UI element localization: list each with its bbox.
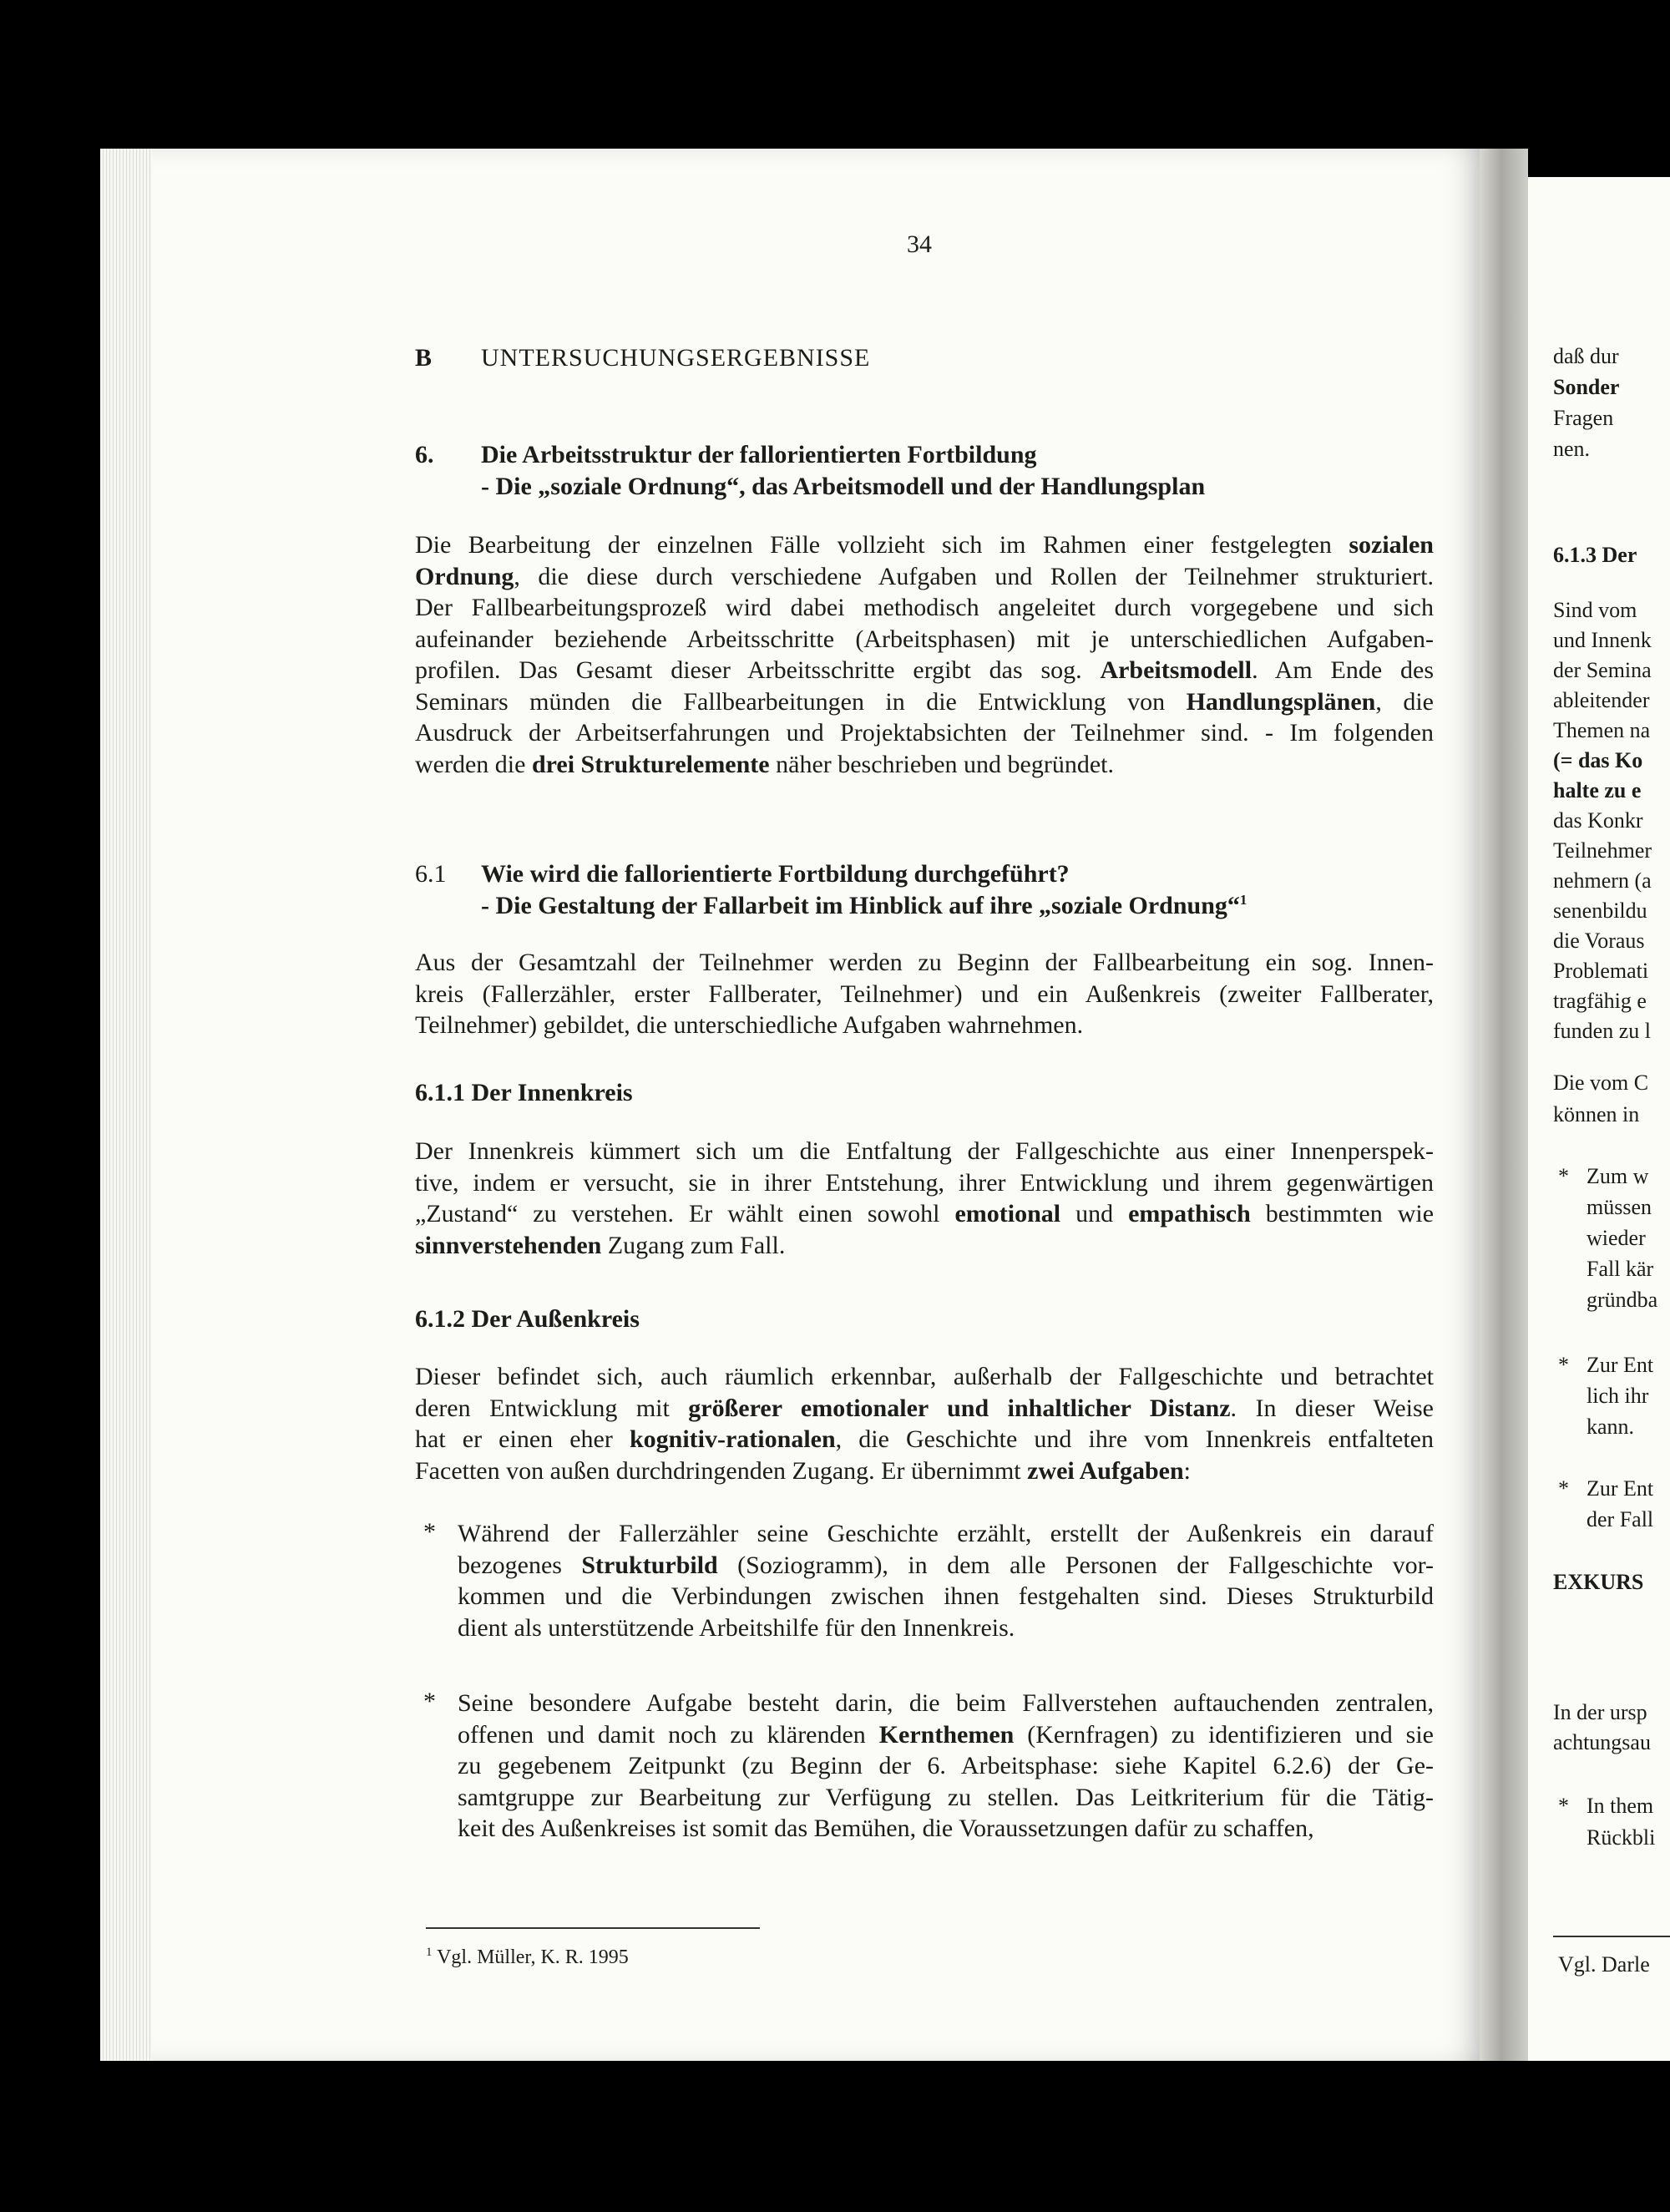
text-line: hat er einen eher kognitiv-rationalen, die Geschichte und ihre vom Innenkreis entfalteten [415, 1425, 1434, 1453]
right-text-line: Sonder [1553, 375, 1620, 399]
right-text-line: Themen na [1553, 718, 1651, 742]
right-bullet-marker: * [1558, 1164, 1569, 1188]
section-6-1-1-title: 6.1.1 Der Innenkreis [415, 1079, 633, 1106]
paragraph-groups [415, 947, 1434, 1041]
right-text-line: nehmern (a [1553, 868, 1652, 893]
text-line: Aus der Gesamtzahl der Teilnehmer werden zu Beginn der Fallbearbeitung ein sog. Innen- [415, 949, 1434, 976]
section-letter: B [415, 344, 433, 372]
right-heading: EXKURS [1553, 1570, 1644, 1594]
text-line: sinnverstehenden Zugang zum Fall. [415, 1231, 786, 1259]
section-6-1-number: 6.1 [415, 860, 447, 888]
right-text-line: tragfähig e [1553, 989, 1647, 1013]
right-text-line: In der ursp [1553, 1700, 1647, 1724]
right-footnote-rule [1553, 1936, 1670, 1937]
paragraph-innenkreis [415, 1136, 1434, 1261]
page-edges [100, 149, 152, 2061]
right-text-line: Die vom C [1553, 1071, 1649, 1095]
right-text-line: der Semina [1553, 658, 1652, 682]
right-text-line: (= das Ko [1553, 748, 1643, 772]
text-line: Seminars münden die Fallbearbeitungen in die Entwicklung von Handlungsplänen, die [415, 687, 1434, 716]
text-line: werden die drei Strukturelemente näher beschrieben und begründet. [415, 750, 1114, 778]
right-text-line: nen. [1553, 437, 1591, 461]
right-text-line: gründba [1586, 1288, 1658, 1312]
scan-border [1528, 149, 1670, 177]
section-6-1-title: Wie wird die fallorientierte Fortbildung durchgeführt? [481, 860, 1070, 888]
text-line: offenen und damit noch zu klärenden Kernthemen (Kernfragen) zu identifizieren und sie [458, 1720, 1434, 1749]
right-text-line: Teilnehmer [1553, 838, 1652, 863]
right-text-line: In them [1586, 1794, 1654, 1818]
right-text-line: das Konkr [1553, 808, 1643, 833]
right-heading: 6.1.3 Der [1553, 543, 1637, 567]
right-text-line: und Innenk [1553, 628, 1652, 652]
text-line: Die Bearbeitung der einzelnen Fälle vollzieht sich im Rahmen einer festgelegten sozialen [415, 531, 1434, 559]
paragraph-aussenkreis [415, 1361, 1434, 1486]
book-gutter [1480, 149, 1528, 2061]
right-text-line: ableitender [1553, 688, 1650, 712]
text-line: Dieser befindet sich, auch räumlich erkennbar, außerhalb der Fallgeschichte und betrachtet [415, 1363, 1434, 1390]
chapter-subtitle: - Die „soziale Ordnung“, das Arbeitsmodell und der Handlungsplan [481, 473, 1206, 500]
bullet-kernthemen [458, 1688, 1434, 1845]
right-text-line: können in [1553, 1102, 1640, 1126]
bullet-marker: * [423, 1688, 436, 1715]
bullet-strukturbild [458, 1518, 1434, 1643]
chapter-number: 6. [415, 441, 434, 468]
text-line: Seine besondere Aufgabe besteht darin, die beim Fallverstehen auftauchenden zentralen, [458, 1689, 1434, 1717]
text-line: bezogenes Strukturbild (Soziogramm), in dem alle Personen der Fallgeschichte vor- [458, 1551, 1434, 1579]
right-text-line: Zur Ent [1586, 1353, 1654, 1377]
paragraph-intro [415, 529, 1434, 780]
right-text-line: kann. [1586, 1415, 1635, 1439]
right-bullet-marker: * [1558, 1794, 1569, 1818]
right-text-line: wieder [1586, 1226, 1646, 1250]
right-text-line: Fragen [1553, 406, 1614, 430]
text-line: deren Entwicklung mit größerer emotionaler und inhaltlicher Distanz. In dieser Weise [415, 1394, 1434, 1422]
right-text-line: Sind vom [1553, 598, 1637, 622]
right-text-line: Fall kär [1586, 1257, 1654, 1281]
text-line: dient als unterstützende Arbeitshilfe für den Innenkreis. [458, 1613, 1015, 1642]
section-6-1-subtitle: - Die Gestaltung der Fallarbeit im Hinblick auf ihre „soziale Ordnung“$^1$ [481, 892, 1247, 919]
footnote-ref: 1 [1239, 892, 1247, 908]
right-text-line: müssen [1586, 1195, 1652, 1219]
text-line: samtgruppe zur Bearbeitung zur Verfügung zu stellen. Das Leitkriterium für die Tätig- [458, 1783, 1434, 1811]
right-bullet-marker: * [1558, 1476, 1569, 1501]
text-line: keit des Außenkreises ist somit das Bemühen, die Voraussetzungen dafür zu schaffen, [458, 1815, 1314, 1842]
text-line: Facetten von außen durchdringenden Zugang. Er übernimmt zwei Aufgaben: [415, 1456, 1191, 1485]
text-line: Ordnung, die diese durch verschiedene Aufgaben und Rollen der Teilnehmer strukturiert. [415, 562, 1434, 590]
page-number: 34 [907, 230, 932, 258]
right-text-line: achtungsau [1553, 1730, 1651, 1754]
text-line: profilen. Das Gesamt dieser Arbeitsschritte ergibt das sog. Arbeitsmodell. Am Ende des [415, 656, 1435, 684]
text-line: kreis (Fallerzähler, erster Fallberater, Teilnehmer) und ein Außenkreis (zweiter Fallberater, [415, 979, 1434, 1008]
right-text-line: Zur Ent [1586, 1476, 1654, 1501]
text-line: Ausdruck der Arbeitserfahrungen und Projektabsichten der Teilnehmer sind. - Im folgenden [415, 719, 1434, 747]
section-6-1-2-title: 6.1.2 Der Außenkreis [415, 1305, 640, 1333]
text-line: aufeinander beziehende Arbeitsschritte (Arbeitsphasen) mit je unterschiedlichen Aufgaben- [415, 625, 1434, 653]
text-line: „Zustand“ zu verstehen. Er wählt einen sowohl emotional und empathisch bestimmten wie [415, 1200, 1435, 1227]
footnote: $^1$ Vgl. Müller, K. R. 1995 [426, 1946, 629, 1968]
right-text-line: Zum w [1586, 1164, 1649, 1188]
text-line: Der Innenkreis kümmert sich um die Entfaltung der Fallgeschichte aus einer Innenperspek- [415, 1137, 1434, 1165]
right-footnote: Vgl. Darle [1558, 1952, 1650, 1977]
right-text-line: lich ihr [1586, 1384, 1649, 1408]
section-title: UNTERSUCHUNGSERGEBNISSE [481, 344, 871, 372]
text-line: zu gegebenem Zeitpunkt (zu Beginn der 6. Arbeitsphase: siehe Kapitel 6.2.6) der Ge- [458, 1752, 1434, 1779]
right-text-line: der Fall [1586, 1507, 1654, 1531]
right-text-line: Problemati [1553, 959, 1649, 983]
right-text-line: Rückbli [1586, 1825, 1656, 1850]
text-line: Während der Fallerzähler seine Geschichte erzählt, erstellt der Außenkreis ein darauf [458, 1520, 1434, 1547]
right-text-line: die Voraus [1553, 929, 1645, 953]
right-text-line: daß dur [1553, 344, 1619, 368]
right-bullet-marker: * [1558, 1353, 1569, 1377]
chapter-title: Die Arbeitsstruktur der fallorientierten Fortbildung [481, 441, 1037, 468]
text-line: Teilnehmer) gebildet, die unterschiedliche Aufgaben wahrnehmen. [415, 1011, 1084, 1039]
text-line: tive, indem er versucht, sie in ihrer Entstehung, ihrer Entwicklung und ihrem gegenwärtigen [415, 1168, 1434, 1197]
right-text-line: halte zu e [1553, 778, 1642, 802]
footnote-rule [426, 1927, 760, 1929]
bullet-marker: * [423, 1518, 436, 1546]
right-text-line: senenbildu [1553, 898, 1647, 923]
text-line: kommen und die Verbindungen zwischen ihnen festgehalten sind. Dieses Strukturbild [458, 1582, 1434, 1610]
text-line: Der Fallbearbeitungsprozeß wird dabei methodisch angeleitet durch vorgegebene und sich [415, 594, 1434, 621]
right-text-line: funden zu l [1553, 1019, 1651, 1043]
